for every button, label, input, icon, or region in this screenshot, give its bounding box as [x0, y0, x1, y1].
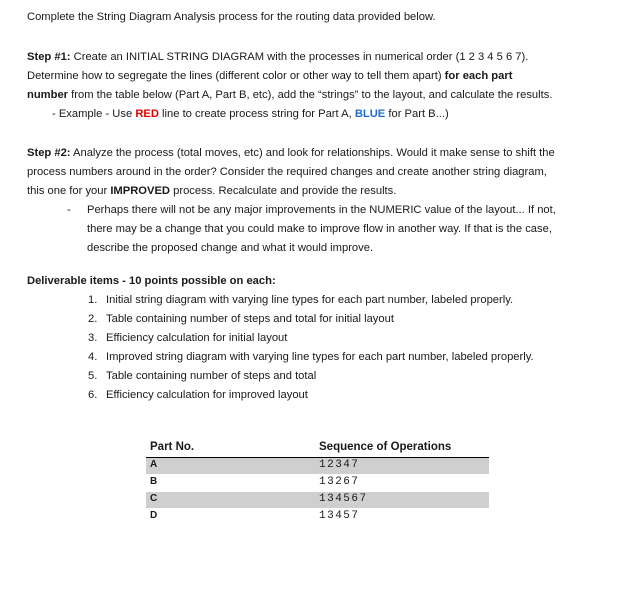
step1-label: Step #1: — [27, 51, 71, 63]
table-header — [146, 440, 489, 458]
list-number: 3. — [88, 332, 98, 344]
step2-text-1: Analyze the process (total moves, etc) and look for relationships. Would it make sense to shift the — [70, 147, 555, 159]
list-text: Table containing number of steps and total — [106, 370, 317, 382]
list-item — [0, 331, 638, 350]
example-blue-word: BLUE — [354, 108, 386, 120]
list-text: Improved string diagram with varying line types for each part number, labeled properly. — [106, 351, 534, 363]
part-cell: B — [150, 476, 158, 487]
list-item — [0, 350, 638, 369]
deliverables-list — [0, 293, 638, 407]
sequence-cell: 134567 — [319, 493, 368, 505]
list-text: Table containing number of steps and total for initial layout — [106, 313, 394, 325]
list-number: 4. — [88, 351, 98, 363]
table-row — [146, 475, 489, 492]
step2-label: Step #2: — [27, 147, 71, 159]
list-number: 5. — [88, 370, 98, 382]
part-cell: C — [150, 493, 158, 504]
step2-text-3c: process. Recalculate and provide the results. — [170, 185, 397, 197]
table-row — [146, 458, 489, 475]
header-part-no: Part No. — [150, 441, 195, 453]
example-text-3: for Part B...) — [385, 108, 449, 120]
step1-line-2 — [27, 69, 512, 84]
list-number: 6. — [88, 389, 98, 401]
bullet-dash: - — [67, 204, 71, 216]
step2-line-3 — [27, 184, 396, 199]
step1-text-3: from the table below (Part A, Part B, etc), add the “strings” to the layout, and calculate the results. — [68, 89, 553, 101]
step1-line-1 — [27, 50, 528, 65]
header-sequence: Sequence of Operations — [319, 441, 452, 453]
part-cell: D — [150, 510, 158, 521]
step2-bullet-2: there may be a change that you could make to improve flow in another way. If that is the case, — [87, 223, 552, 235]
sequence-cell: 13267 — [319, 476, 360, 488]
example-text-2: line to create process string for Part A, — [158, 108, 355, 120]
step1-text-1: Create an INITIAL STRING DIAGRAM with the processes in numerical order (1 2 3 4 5 6 7). — [70, 51, 529, 63]
table-row — [146, 492, 489, 509]
step2-bullet-3: describe the proposed change and what it would improve. — [87, 242, 374, 254]
list-number: 2. — [88, 313, 98, 325]
step1-text-2: Determine how to segregate the lines (different color or other way to tell them apart) — [27, 70, 445, 82]
deliverables-heading: Deliverable items - 10 points possible on each: — [27, 275, 276, 287]
step1-emph-1: for each part — [444, 70, 513, 82]
routing-table — [146, 440, 489, 526]
list-number: 1. — [88, 294, 98, 306]
step2-line-2: process numbers around in the order? Consider the required changes and create another string diagram, — [27, 166, 547, 178]
sequence-cell: 12347 — [319, 459, 360, 471]
part-cell: A — [150, 459, 158, 470]
list-text: Efficiency calculation for initial layout — [106, 332, 288, 344]
example-red-word: RED — [135, 108, 159, 120]
list-text: Initial string diagram with varying line types for each part number, labeled properly. — [106, 294, 514, 306]
list-item — [0, 312, 638, 331]
table-row — [146, 509, 489, 526]
step2-bullet-1: Perhaps there will not be any major improvements in the NUMERIC value of the layout... If not, — [87, 204, 556, 216]
step2-line-1 — [27, 146, 555, 161]
list-item — [0, 388, 638, 407]
step2-text-3a: this one for your — [27, 185, 111, 197]
step1-example — [52, 107, 449, 122]
intro-text: Complete the String Diagram Analysis process for the routing data provided below. — [27, 11, 436, 23]
sequence-cell: 13457 — [319, 510, 360, 522]
step1-emph-2: number — [27, 89, 69, 101]
step2-emph: IMPROVED — [110, 185, 171, 197]
list-item — [0, 369, 638, 388]
example-text-1: - Example - Use — [52, 108, 136, 120]
list-item — [0, 293, 638, 312]
list-text: Efficiency calculation for improved layout — [106, 389, 308, 401]
step1-line-3 — [27, 88, 552, 103]
